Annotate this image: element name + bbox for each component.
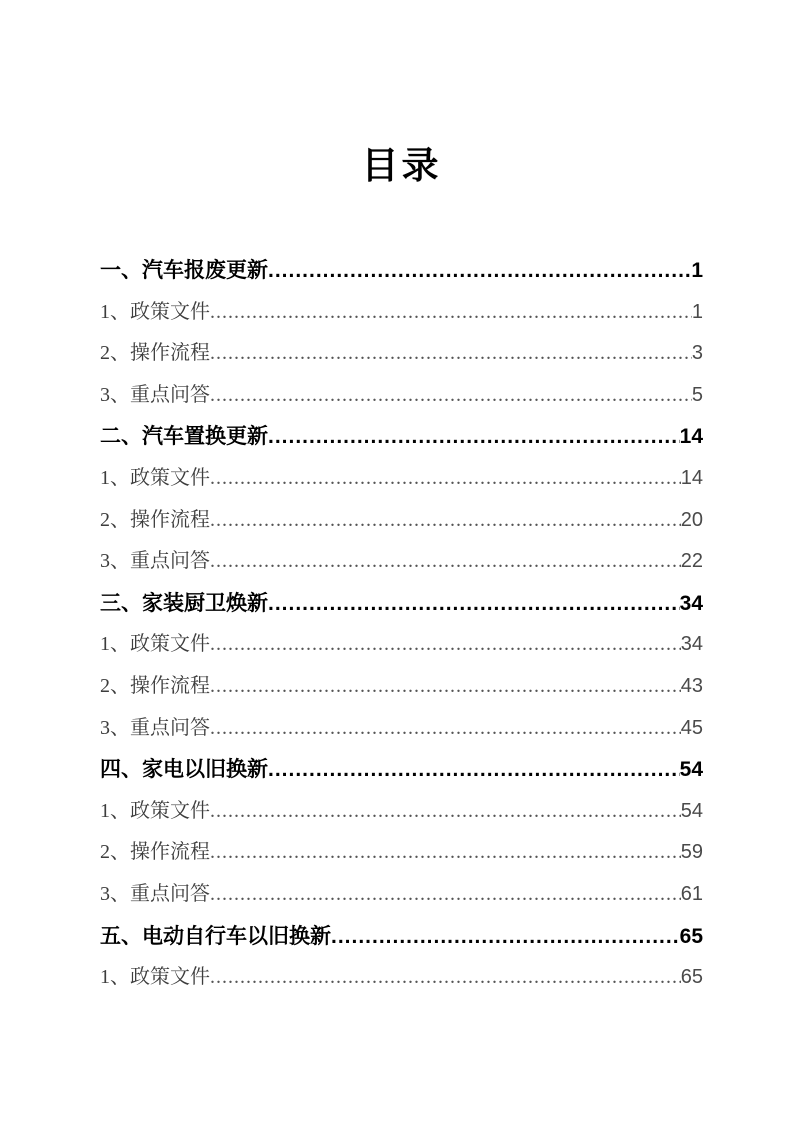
dot-leader xyxy=(210,708,681,750)
toc-entry-sub[interactable] xyxy=(100,791,703,833)
toc-entry-sub[interactable] xyxy=(100,333,703,375)
page-number: 65 xyxy=(680,966,703,989)
toc-entry-sub[interactable] xyxy=(100,500,703,542)
page-number: 61 xyxy=(680,882,703,905)
toc-entry-label: 3、重点问答 xyxy=(100,550,210,573)
toc-entry-section-2[interactable] xyxy=(100,416,703,458)
page-title: 目录 xyxy=(361,145,442,186)
dot-leader xyxy=(210,458,681,500)
toc-entry-sub[interactable] xyxy=(100,292,703,334)
toc-entry-label: 1、政策文件 xyxy=(100,466,210,489)
toc-entry-label: 2、操作流程 xyxy=(100,508,210,531)
page-number: 1 xyxy=(691,300,703,323)
dot-leader xyxy=(210,791,681,833)
toc-entry-sub[interactable] xyxy=(100,832,703,874)
page-number: 1 xyxy=(691,259,703,282)
page-number: 54 xyxy=(679,758,703,782)
toc-entry-label: 三、家装厨卫焕新 xyxy=(100,591,268,615)
page-number: 65 xyxy=(679,924,703,948)
dot-leader xyxy=(268,250,691,292)
toc-entry-sub[interactable] xyxy=(100,874,703,916)
toc-entry-label: 2、操作流程 xyxy=(100,841,210,864)
dot-leader xyxy=(268,416,680,458)
page-number: 14 xyxy=(680,466,703,489)
toc-entry-label: 1、政策文件 xyxy=(100,300,210,323)
toc-entry-label: 1、政策文件 xyxy=(100,966,210,989)
toc-entry-section-3[interactable] xyxy=(100,583,703,625)
toc-entry-sub[interactable] xyxy=(100,624,703,666)
toc-entry-sub[interactable] xyxy=(100,708,703,750)
toc-entry-label: 1、政策文件 xyxy=(100,633,210,656)
dot-leader xyxy=(210,500,681,542)
page-number: 22 xyxy=(680,550,703,573)
toc-entry-sub[interactable] xyxy=(100,458,703,500)
dot-leader xyxy=(210,624,681,666)
toc-entry-label: 五、电动自行车以旧换新 xyxy=(100,924,331,948)
toc-entry-sub[interactable] xyxy=(100,957,703,999)
dot-leader xyxy=(210,874,681,916)
toc-entry-label: 一、汽车报废更新 xyxy=(100,259,268,282)
toc-entry-sub[interactable] xyxy=(100,541,703,583)
page-number: 34 xyxy=(680,633,703,656)
toc-entry-label: 四、家电以旧换新 xyxy=(100,758,268,782)
toc-entry-label: 3、重点问答 xyxy=(100,882,210,905)
page-number: 14 xyxy=(679,425,703,449)
dot-leader xyxy=(268,583,680,625)
page-number: 43 xyxy=(680,674,703,697)
page-number: 20 xyxy=(680,508,703,531)
toc-entry-label: 二、汽车置换更新 xyxy=(100,425,268,449)
toc-entry-sub[interactable] xyxy=(100,375,703,417)
page-number: 45 xyxy=(680,716,703,739)
toc-entry-label: 3、重点问答 xyxy=(100,716,210,739)
toc-entry-section-1[interactable] xyxy=(100,250,703,292)
dot-leader xyxy=(331,916,680,958)
dot-leader xyxy=(210,292,692,334)
page-number: 34 xyxy=(679,591,703,615)
dot-leader xyxy=(210,666,681,708)
toc-entry-section-5[interactable] xyxy=(100,916,703,958)
table-of-contents xyxy=(100,250,703,999)
toc-entry-sub[interactable] xyxy=(100,666,703,708)
page-number: 59 xyxy=(680,841,703,864)
toc-entry-section-4[interactable] xyxy=(100,749,703,791)
toc-entry-label: 2、操作流程 xyxy=(100,342,210,365)
page-number: 54 xyxy=(680,799,703,822)
page-number: 5 xyxy=(691,383,703,406)
dot-leader xyxy=(210,375,692,417)
dot-leader xyxy=(268,749,680,791)
toc-entry-label: 1、政策文件 xyxy=(100,799,210,822)
toc-entry-label: 3、重点问答 xyxy=(100,383,210,406)
dot-leader xyxy=(210,957,681,999)
toc-entry-label: 2、操作流程 xyxy=(100,674,210,697)
page-number: 3 xyxy=(691,342,703,365)
dot-leader xyxy=(210,541,681,583)
dot-leader xyxy=(210,832,681,874)
dot-leader xyxy=(210,333,692,375)
